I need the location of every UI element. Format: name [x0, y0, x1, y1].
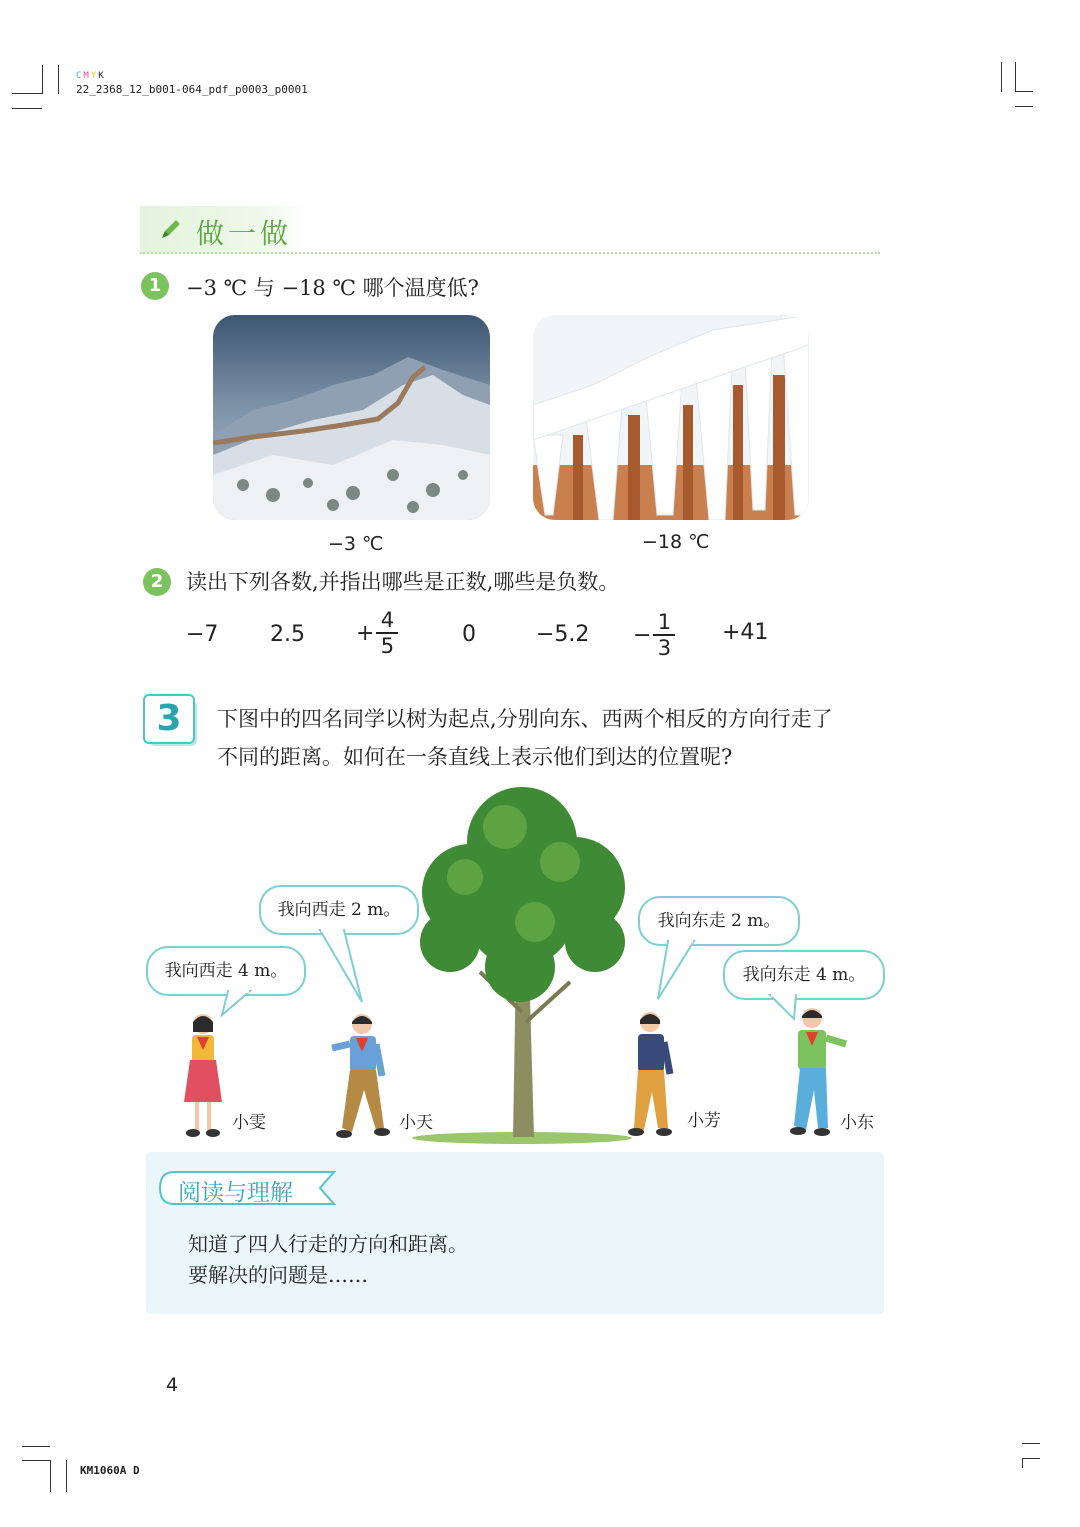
cmyk-k: K [98, 71, 104, 81]
section-title: 做一做 [196, 217, 293, 250]
speech-text-xiaotian: 我向西走 2 m。 [277, 900, 401, 920]
crop-mark-bottom-left-h2 [22, 1460, 50, 1461]
child-xiaotian-figure [326, 1010, 392, 1146]
speech-text-xiaowen: 我向西走 4 m。 [164, 961, 288, 981]
number-neg-5-2: −5.2 [536, 622, 590, 647]
file-code: 22_2368_12_b001-064_pdf_p0003_p0001 [76, 83, 308, 96]
child-name-xiaodong: 小东 [840, 1113, 874, 1133]
crop-mark-bottom-left-v [50, 1460, 51, 1492]
child-name-xiaotian: 小天 [399, 1113, 433, 1133]
question-2-number: 2 [143, 568, 171, 596]
fraction-numerator: 1 [657, 610, 672, 634]
fraction-sign: − [633, 622, 652, 648]
child-name-xiaowen: 小雯 [232, 1113, 266, 1133]
number-0: 0 [462, 622, 476, 647]
number-plus-4-5 [356, 608, 398, 658]
number-neg-7: −7 [186, 622, 219, 647]
number-plus-41: +41 [722, 620, 769, 645]
icicles-photo [533, 315, 809, 520]
crop-mark-bottom-left-h [22, 1446, 50, 1447]
child-xiaowen-figure [180, 1010, 226, 1144]
example-3-line-2: 不同的距离。如何在一条直线上表示他们到达的位置呢? [217, 745, 733, 769]
question-1-number: 1 [141, 272, 169, 300]
photo-1-caption: −3 ℃ [328, 533, 384, 555]
fraction-sign: + [356, 620, 375, 646]
crop-mark-top-right-h2 [1015, 106, 1033, 107]
fraction-denominator: 3 [657, 636, 672, 660]
child-name-xiaofang: 小芳 [687, 1111, 721, 1131]
bubble-tail-xiaotian [318, 928, 368, 1008]
section-divider [140, 252, 880, 254]
fraction-denominator: 5 [380, 634, 395, 658]
photo-2-caption: −18 ℃ [642, 531, 710, 553]
reading-line-2: 要解决的问题是…… [188, 1263, 368, 1287]
reading-title: 阅读与理解 [178, 1180, 293, 1206]
bubble-tail-xiaofang [654, 939, 700, 1005]
great-wall-snow-photo [213, 315, 490, 520]
question-2-text: 读出下列各数,并指出哪些是正数,哪些是负数。 [186, 570, 620, 594]
cmyk-marks [76, 68, 308, 83]
number-2-5: 2.5 [270, 622, 305, 647]
reading-line-1: 知道了四人行走的方向和距离。 [188, 1232, 468, 1256]
print-header [76, 68, 308, 96]
crop-mark-top-right-h [1015, 91, 1033, 92]
example-3-badge: 3 [143, 694, 195, 744]
fraction-4-5 [376, 608, 398, 658]
crop-mark-bottom-right-h [1022, 1443, 1040, 1444]
fraction-numerator: 4 [380, 608, 395, 632]
pencil-icon [158, 216, 184, 246]
crop-mark-bottom-right-v [1022, 1458, 1023, 1468]
child-xiaofang-figure [626, 1008, 682, 1144]
reading-text [188, 1229, 468, 1291]
crop-mark-top-right-v2 [1015, 62, 1016, 92]
question-1-text: −3 ℃ 与 −18 ℃ 哪个温度低? [186, 276, 479, 300]
crop-mark-top-left-v2 [58, 65, 59, 94]
example-3-text [217, 700, 833, 776]
cmyk-c: C [76, 71, 82, 81]
page-number: 4 [166, 1374, 179, 1396]
speech-text-xiaofang: 我向东走 2 m。 [657, 911, 781, 931]
crop-mark-top-left-v [42, 65, 43, 94]
number-neg-1-3 [633, 610, 675, 660]
tree-illustration [410, 782, 640, 1147]
cmyk-y: Y [90, 71, 97, 81]
speech-text-xiaodong: 我向东走 4 m。 [742, 965, 866, 985]
cmyk-m: M [83, 71, 89, 81]
fraction-1-3 [653, 610, 675, 660]
crop-mark-bottom-right-h2 [1022, 1458, 1040, 1459]
crop-mark-top-left-h2 [12, 108, 42, 109]
crop-mark-top-left-h [12, 93, 42, 94]
example-3-line-1: 下图中的四名同学以树为起点,分别向东、西两个相反的方向行走了 [217, 707, 833, 731]
footer-code: KM1060A D [80, 1464, 140, 1477]
crop-mark-top-right-v [1001, 62, 1002, 92]
crop-mark-bottom-left-v2 [66, 1460, 67, 1492]
